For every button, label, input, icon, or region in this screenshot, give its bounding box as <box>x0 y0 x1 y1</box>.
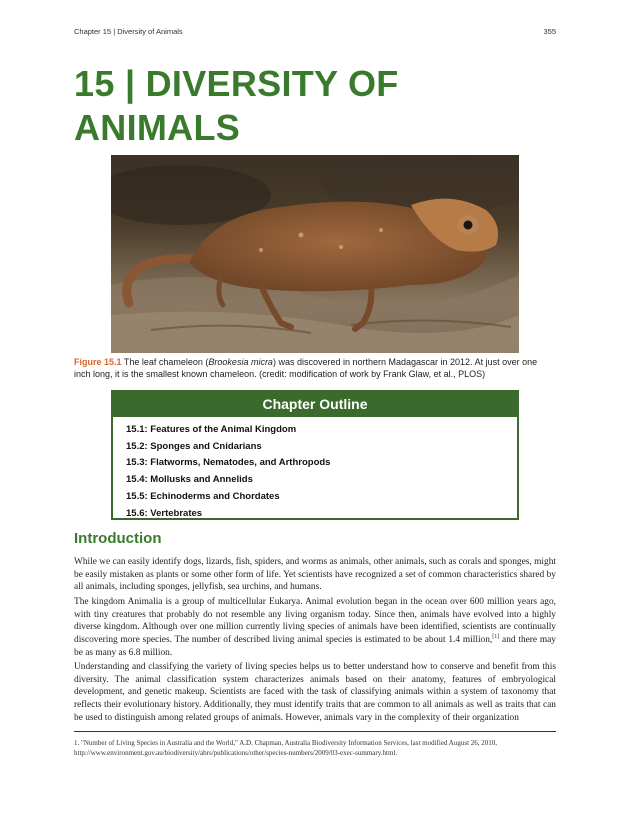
introduction-heading: Introduction <box>74 530 162 547</box>
outline-item: 15.2: Sponges and Cnidarians <box>126 440 262 452</box>
footnote-divider <box>74 731 556 732</box>
chapter-title: 15 | DIVERSITY OF ANIMALS <box>74 63 399 148</box>
intro-paragraph-1: While we can easily identify dogs, lizards, fish, spiders, and worms as animals, other animals, such as corals and sponges, might be easily mistaken as plants or some other form of life. Yet scientists have recognized a set of common characteristics shared by all animals, including sponges, jellyfish, sea urchins, and humans. <box>74 557 556 593</box>
outline-item: 15.5: Echinoderms and Chordates <box>126 490 280 502</box>
intro-paragraph-2-end: and there may be as many as 6.8 million. <box>74 635 556 658</box>
intro-paragraph-2-text: The kingdom Animalia is a group of multicellular Eukarya. Animal evolution began in the ocean over 600 million years ago, with tiny creatures that probably do not resemble any living organism today. Since then, animals have evolved into a highly diverse kingdom. Although over one million currently living species of animals have been identified, scientists are continually discovering more species. The number of described living animal species is estimated to be about 1.4 million, <box>74 597 556 646</box>
running-head <box>74 27 556 39</box>
chameleon-photo <box>111 155 519 353</box>
outline-item: 15.1: Features of the Animal Kingdom <box>126 424 297 435</box>
figure-caption <box>74 356 556 380</box>
outline-item: 15.4: Mollusks and Annelids <box>126 474 253 486</box>
species-name: Brookesia micra <box>208 357 273 367</box>
chapter-outline-heading: Chapter Outline <box>113 392 517 417</box>
figure-label: Figure 15.1 <box>74 357 122 367</box>
page-number: 355 <box>543 27 556 36</box>
footnote-reference[interactable]: [1] <box>492 633 500 640</box>
running-head-chapter: Chapter 15 | Diversity of Animals <box>74 27 183 36</box>
intro-paragraph-2 <box>74 596 556 660</box>
outline-item: 15.3: Flatworms, Nematodes, and Arthropods <box>126 457 331 469</box>
outline-item: 15.6: Vertebrates <box>126 507 203 519</box>
chapter-outline-list <box>113 417 517 522</box>
chapter-outline-box <box>111 390 519 520</box>
intro-paragraph-3: Understanding and classifying the variety of living species helps us to better understand how to conserve and benefit from this diversity. The animal classification system characterizes animals based on their anatomy, features of embryological development, and genetic makeup. Scientists are faced with the task of classifying animals within a system of taxonomy that reflects their evolutionary history. Additionally, they must identify traits that are common to all animals as well as traits that can be used to distinguish among related groups of animals. However, animals vary in the complexity of their organization <box>74 662 556 723</box>
caption-text-before: The leaf chameleon ( <box>121 357 209 367</box>
footnote: 1. "Number of Living Species in Australia and the World," A.D. Chapman, Australia Biodiversity Information Services, last modified August 26, 2010, http://www.environment.gov.au/biodiversity/abrs/publications/other/species-numbers/2009/03-exec-summary.html. <box>74 739 498 757</box>
caption-text-after: ) was discovered in northern Madagascar in 2012. At just over one inch long, it is the smallest known chameleon. (credit: modification of work by Frank Glaw, et al., PLOS) <box>74 357 538 379</box>
